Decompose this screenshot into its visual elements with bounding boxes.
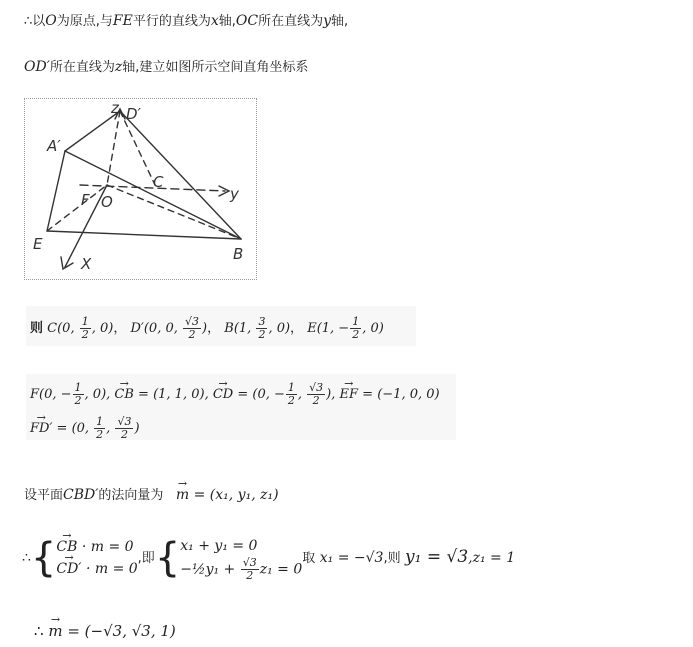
geometry-figure [24,98,257,280]
fraction [350,316,361,341]
vectors-line-1 [30,382,440,407]
vector-name: → CD′ [56,558,81,580]
text: ,则 [383,551,401,566]
denominator: 2 [352,328,360,341]
scalar-system [180,535,302,582]
denominator: 2 [188,328,196,341]
text: C(0, [47,321,79,336]
vector-ef [340,387,440,402]
vector-name: → m [48,622,62,640]
vector-name: → CD [213,386,233,404]
denominator: 2 [287,394,295,407]
statement-line-1 [24,12,348,31]
vector-name: → CB [56,536,77,558]
text: , [106,421,115,436]
text: · m = 0 [81,561,138,577]
brace: { [154,535,181,581]
text: = (−√3, √3, 1) [62,622,176,640]
text: = (x₁, y₁, z₁) [189,487,279,503]
text: = (1, 1, 0), [133,387,209,402]
separator: ， [207,321,221,336]
axis-y: y [323,13,332,29]
denominator: 2 [312,394,320,407]
text: 平行的直线为 [132,14,211,29]
vector-name: → EF [340,386,359,404]
coord-b [224,315,291,341]
label-d-prime: D′ [126,105,141,123]
label-y: y [230,185,239,203]
text: , 0), [84,387,111,402]
fraction [241,557,259,582]
brace: { [30,535,57,581]
text: z₁ = 0 [259,561,303,577]
text: F(0, − [30,387,72,402]
text: −½y₁ + [180,561,240,577]
coordinates-line [30,316,384,341]
vector-cb [114,387,208,402]
fraction [286,382,297,407]
normal-vector [176,487,279,503]
text: , 0) [362,321,384,336]
text: ), [326,387,336,402]
equation [56,558,137,580]
fraction [256,316,267,341]
numerator: 1 [352,315,360,328]
label-e: E [33,235,43,253]
text: E(1, − [307,321,350,336]
line-oc: OC [235,13,259,29]
numerator: √3 [117,415,132,428]
normal-vector-line [24,486,279,505]
text: B(1, [224,321,256,336]
pyramid-sketch [25,99,256,279]
text: 取 [302,551,316,566]
point-o: O [45,13,57,29]
text: 轴, [218,14,236,29]
x1-value: x₁ = −√3 [319,550,384,566]
equation [180,557,302,582]
numerator: √3 [185,315,200,328]
coord-d-prime [130,315,208,341]
fraction [80,316,91,341]
vector-system [56,536,137,580]
text: ∴以 [24,14,46,29]
vector-name: → FD′ [30,420,52,438]
therefore-symbol: ∴ [34,622,44,640]
label-x: X [81,255,92,273]
separator: ， [113,321,127,336]
line-od: OD′ [24,59,50,75]
label-a-prime: A′ [47,137,61,155]
text: · m = 0 [77,539,134,555]
numerator: √3 [242,555,257,569]
text: , 0) [268,321,291,336]
fraction [94,416,105,441]
text: D′(0, 0, [130,321,183,336]
text: 所在直线为 [49,60,115,75]
fraction [183,316,201,341]
vector-name: → CB [114,386,134,404]
numerator: 1 [287,381,295,394]
denominator: 2 [96,428,104,441]
system-line [22,534,515,582]
numerator: 3 [258,315,266,328]
point-f [30,381,111,407]
fraction [115,416,133,441]
label-z: z [111,99,119,117]
y1-value: y₁ = √3 [405,547,469,567]
label-f: F [81,191,90,209]
plane-cbd: CBD′ [63,487,99,503]
coord-e [307,315,384,341]
text: 设平面 [24,488,64,503]
text: = (0, [52,421,94,436]
fraction [307,382,325,407]
numerator: 1 [96,415,104,428]
vectors-line-2 [30,416,140,441]
separator: ， [290,321,304,336]
numerator: 1 [74,381,82,394]
vector-fd-prime [30,415,140,441]
text: ,即 [137,551,155,566]
text: 所在直线为 [258,14,324,29]
numerator: √3 [309,381,324,394]
equation: x₁ + y₁ = 0 [180,537,258,554]
text: , [297,387,307,402]
text: = (0, − [233,387,285,402]
coord-c [47,315,114,341]
z1-value: ,z₁ = 1 [468,550,516,566]
text: 则 [30,321,44,336]
denominator: 2 [246,568,254,582]
axis-z: z [114,59,123,75]
text: ) [134,421,140,436]
denominator: 2 [258,328,266,341]
numerator: 1 [81,315,89,328]
text: = (−1, 0, 0) [358,387,440,402]
label-b: B [233,245,244,263]
result-line [34,622,176,640]
statement-line-2 [24,58,308,77]
vector-cd [212,381,336,407]
text: 轴,建立如图所示空间直角坐标系 [122,60,309,75]
fraction [73,382,84,407]
therefore-symbol: ∴ [22,550,31,566]
vector-name: → m [176,486,189,504]
denominator: 2 [81,328,89,341]
label-o: O [101,193,113,211]
text: 轴, [331,14,349,29]
text: 为原点,与 [56,14,113,29]
denominator: 2 [74,394,82,407]
line-fe: FE [112,13,133,29]
text: ) [202,321,208,336]
label-c: C [153,173,164,191]
text: 的法向量为 [98,488,164,503]
result-vector [48,622,175,640]
denominator: 2 [120,428,128,441]
text: , 0) [91,321,114,336]
axis-x: x [210,13,219,29]
